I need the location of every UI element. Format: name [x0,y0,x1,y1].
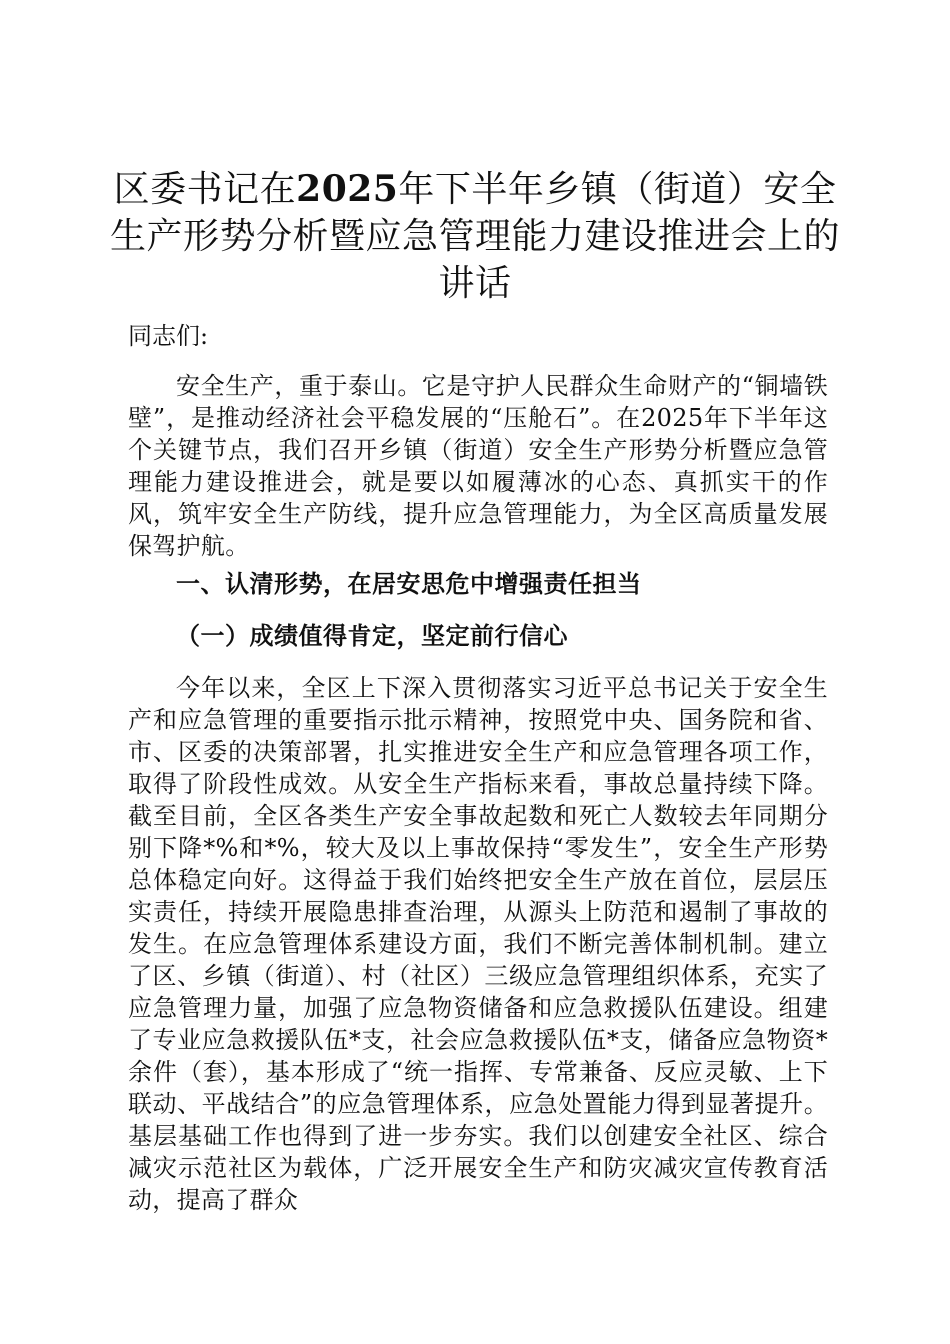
title-part-1: 区委书记在 [113,169,297,210]
paragraph-achievements: 今年以来，全区上下深入贯彻落实习近平总书记关于安全生产和应急管理的重要指示批示精神，按照党中央、国务院和省、市、区委的决策部署，扎实推进安全生产和应急管理各项工作，取得了阶段性成效。从安全生产指标来看，事故总量持续下降。截至目前，全区各类生产安全事故起数和死亡人数较去年同期分别下降*%和*%，较大及以上事故保持“零发生”，安全生产形势总体稳定向好。这得益于我们始终把安全生产放在首位，层层压实责任，持续开展隐患排查治理，从源头上防范和遏制了事故的发生。在应急管理体系建设方面，我们不断完善体制机制。建立了区、乡镇（街道）、村（社区）三级应急管理组织体系，充实了应急管理力量，加强了应急物资储备和应急救援队伍建设。组建了专业应急救援队伍*支，社会应急救援队伍*支，储备应急物资*余件（套），基本形成了“统一指挥、专常兼备、反应灵敏、上下联动、平战结合”的应急管理体系，应急处置能力得到显著提升。基层基础工作也得到了进一步夯实。我们以创建安全社区、综合减灾示范社区为载体，广泛开展安全生产和防灾减灾宣传教育活动，提高了群众 [128,674,828,1214]
salutation: 同志们: [128,322,209,350]
document-title [110,166,840,307]
title-part-2: 年下半年乡镇（街道）安全生产形势分析暨应急管理能力建设推进会上的讲话 [110,169,841,304]
title-year: 2025 [296,168,399,210]
paragraph-intro: 安全生产，重于泰山。它是守护人民群众生命财产的“铜墙铁壁”，是推动经济社会平稳发展的“压舱石”。在2025年下半年这个关键节点，我们召开乡镇（街道）安全生产形势分析暨应急管理能力建设推进会，就是要以如履薄冰的心态、真抓实干的作风，筑牢安全生产防线，提升应急管理能力，为全区高质量发展保驾护航。 [128,372,828,560]
section-heading-1: 一、认清形势，在居安思危中增强责任担当 [176,569,642,598]
subsection-heading-1-1: （一）成绩值得肯定，坚定前行信心 [176,621,568,650]
